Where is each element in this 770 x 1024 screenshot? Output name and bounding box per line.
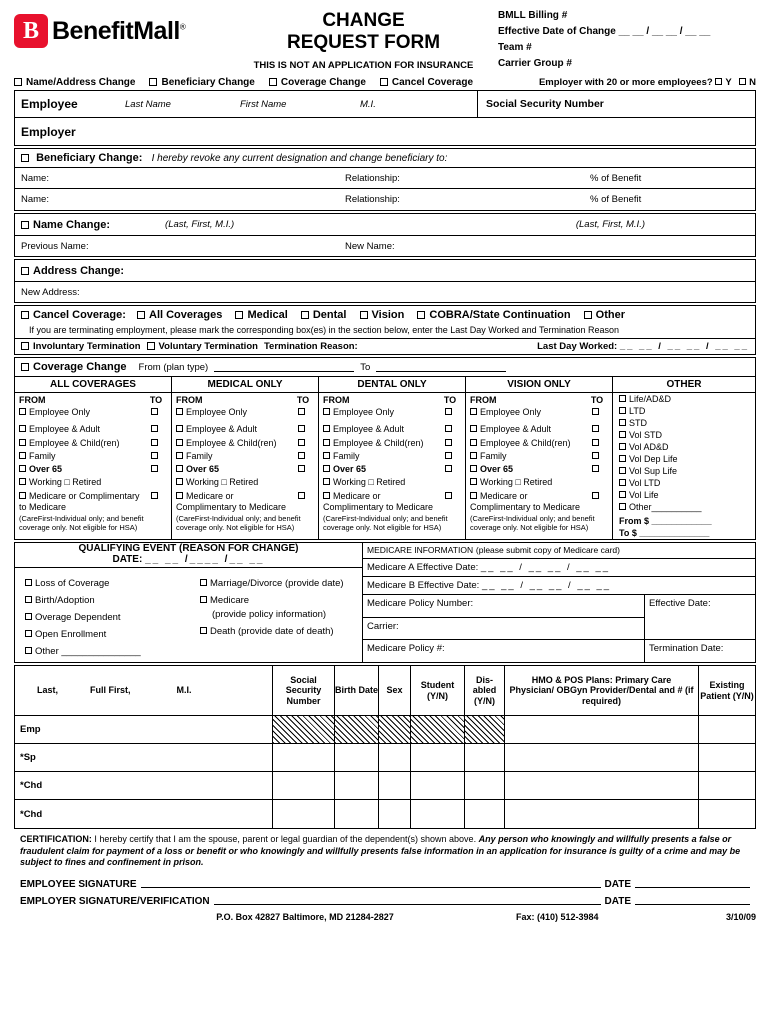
coverage-column-all: ALL COVERAGES FROM TO Employee Only Employee & Adult Employee & Child(ren) Family Over 65 Working □ Retired Medicare or Complimentary to Medicare (CareFirst-Individual only; and benefit coverage only. Not eligible for HSA) [15,377,172,539]
qe-other[interactable]: Other _______________ [15,643,190,660]
checkbox-icon[interactable] [25,630,32,637]
form-subtitle: THIS IS NOT AN APPLICATION FOR INSURANCE [253,59,474,71]
dependents-header-row: Last, Full First, M.I. Social Security Number Birth Date Sex Student (Y/N) Dis-abled (Y/N) HMO & POS Plans: Primary Care Physician/ OBGyn Provider/Dental and # (if required) Existing Patient (Y/N) [15,666,755,716]
checkbox-icon[interactable] [151,465,158,472]
option-employee-adult[interactable]: Employee & Adult [466,419,612,436]
checkbox-icon[interactable] [470,478,477,485]
other-vol-life[interactable]: Vol Life [617,489,751,501]
qe-open-enrollment[interactable]: Open Enrollment [15,626,190,643]
checkbox-icon[interactable] [445,425,452,432]
coverage-fine-print: (CareFirst-Individual only; and benefit coverage only. Not eligible for HSA) [323,514,448,533]
team-number-field[interactable]: Team # [498,42,532,53]
new-address-field[interactable]: New Address: [21,286,80,298]
checkbox-icon[interactable] [619,419,626,426]
employer-20-question: Employer with 20 or more employees? Y N [538,77,756,88]
first-name-field[interactable]: First Name [240,98,287,110]
medicare-header: MEDICARE INFORMATION (please submit copy of Medicare card) [363,543,755,559]
checkbox-icon[interactable] [235,311,243,319]
beneficiary-percent-field[interactable]: % of Benefit [590,194,642,205]
qe-medicare[interactable]: Medicare [190,592,362,609]
certification-text-2: Any person who knowingly and willfully presents a false or fraudulent claim for payment of a loss or benefit or who knowingly and willfully presents false information in an application for insurance is guilty of a crime and may be subject to fines and confinement in prison. [20,834,741,868]
checkbox-voluntary-termination[interactable]: Voluntary Termination [147,341,258,352]
option-employee-only[interactable]: Employee Only [172,406,318,419]
medicare-block [363,543,755,662]
checkbox-icon[interactable] [445,492,452,499]
coverage-column-vision: VISION ONLY FROM TO Employee Only Employee & Adult Employee & Child(ren) Family Over 65 Working □ Retired Medicare or Complimentary to Medicare (CareFirst-Individual only; and benefit coverage only. Not eligible for HSA) [466,377,613,539]
other-life-addd[interactable]: Life/AD&D [617,393,751,405]
coverage-column-medical: MEDICAL ONLY FROM TO Employee Only Employee & Adult Employee & Child(ren) Family Over 65 Working □ Retired Medicare or Complimentary to Medicare (CareFirst-Individual only; and benefit coverage only. Not eligible for HSA) [172,377,319,539]
qe-overage-dependent[interactable]: Overage Dependent [15,609,190,626]
coverage-column-dental: DENTAL ONLY FROM TO Employee Only Employee & Adult Employee & Child(ren) Family Over 65 Working □ Retired Medicare or Complimentary to Medicare (CareFirst-Individual only; and benefit coverage only. Not eligible for HSA) [319,377,466,539]
checkbox-icon[interactable] [323,465,330,472]
table-row[interactable]: *Chd [15,800,755,828]
checkbox-icon[interactable] [19,465,26,472]
option-medicare-complimentary[interactable]: Medicare or Complimentary to Medicare [466,490,612,515]
option-employee-adult[interactable]: Employee & Adult [172,419,318,436]
checkbox-icon[interactable] [298,492,305,499]
qe-medicare-note: (provide policy information) [212,609,327,620]
other-other[interactable]: Other__________ [617,501,751,513]
checkbox-icon[interactable] [619,503,626,510]
checkbox-icon[interactable] [200,579,207,586]
employee-label: Employee [21,97,78,111]
other-vol-std[interactable]: Vol STD [617,429,751,441]
header-fields [498,8,756,74]
other-vol-ltd[interactable]: Vol LTD [617,477,751,489]
coverage-change-section [14,357,756,540]
beneficiary-section [14,148,756,211]
medicare-termination-date-field[interactable]: Termination Date: [649,643,724,654]
checkbox-icon[interactable] [301,311,309,319]
option-family[interactable]: Family [319,450,465,463]
benefitmall-logo-icon: B [14,14,48,48]
checkbox-icon[interactable] [323,478,330,485]
employee-date-line[interactable] [635,877,750,888]
option-employee-adult[interactable]: Employee & Adult [319,419,465,436]
option-working-retired[interactable]: Working □ Retired [466,476,612,489]
option-medicare-complimentary[interactable]: Medicare or Complimentary to Medicare [319,490,465,515]
footer-address: P.O. Box 42827 Baltimore, MD 21284-2827 [216,912,394,923]
birth-date-header: Birth Date [335,666,379,715]
option-working-retired[interactable]: Working □ Retired [319,476,465,489]
checkbox-other[interactable]: Other [584,309,625,321]
option-employee-children[interactable]: Employee & Child(ren) [172,437,318,450]
employer-signature-line[interactable] [214,894,601,905]
checkbox-icon[interactable] [151,452,158,459]
checkbox-icon[interactable] [323,439,330,446]
checkbox-icon[interactable] [147,342,155,350]
form-header [14,8,756,74]
checkbox-icon[interactable] [619,431,626,438]
checkbox-involuntary-termination[interactable]: Involuntary Termination [21,341,141,352]
coverage-fine-print: (CareFirst-Individual only; and benefit coverage only. Not eligible for HSA) [176,514,301,533]
option-employee-adult[interactable]: Employee & Adult [15,419,171,436]
coverage-options-table [15,376,755,539]
medicare-policy-number-field[interactable]: Medicare Policy Number: [367,598,474,609]
checkbox-icon[interactable] [200,627,207,634]
checkbox-icon[interactable] [137,311,145,319]
name-format-left: (Last, First, M.I.) [165,219,235,230]
checkbox-icon[interactable] [176,492,183,499]
option-family[interactable]: Family [15,450,171,463]
checkbox-icon[interactable] [151,425,158,432]
checkbox-icon[interactable] [470,492,477,499]
checkbox-icon[interactable] [584,311,592,319]
middle-initial-field[interactable]: M.I. [360,98,376,110]
option-family[interactable]: Family [172,450,318,463]
checkbox-all-coverages[interactable]: All Coverages [137,309,222,321]
checkbox-icon-no[interactable] [739,78,746,85]
hmo-pos-header: HMO & POS Plans: Primary Care Physician/ OBGyn Provider/Dental and # (if required) [505,666,699,715]
checkbox-icon[interactable] [592,439,599,446]
checkbox-icon[interactable] [445,408,452,415]
option-over-65[interactable]: Over 65 [172,463,318,476]
last-name-field[interactable]: Last Name [125,98,171,110]
checkbox-icon[interactable] [25,613,32,620]
employer-signature-row[interactable]: EMPLOYER SIGNATURE/VERIFICATION DATE [14,890,756,907]
qualifying-medicare-section [14,542,756,663]
checkbox-icon[interactable] [592,465,599,472]
checkbox-icon[interactable] [592,408,599,415]
checkbox-beneficiary-change[interactable]: Beneficiary Change [149,77,254,88]
qe-marriage-divorce[interactable]: Marriage/Divorce (provide date) [190,568,362,592]
checkbox-icon[interactable] [380,78,388,86]
other-vol-sup-life[interactable]: Vol Sup Life [617,465,751,477]
checkbox-icon[interactable] [470,425,477,432]
coverage-fine-print: (CareFirst-Individual only; and benefit coverage only. Not eligible for HSA) [470,514,595,533]
coverage-column-other: OTHER Life/AD&D LTD STD Vol STD Vol AD&D Vol Dep Life Vol Sup Life Vol LTD Vol Life Other__________ From $ ____________ To $ ______________ [613,377,755,539]
checkbox-icon[interactable] [200,596,207,603]
change-type-row [14,77,756,88]
checkbox-icon[interactable] [470,452,477,459]
other-vol-dep-life[interactable]: Vol Dep Life [617,453,751,465]
option-employee-children[interactable]: Employee & Child(ren) [319,437,465,450]
option-working-retired[interactable]: Working □ Retired [15,476,171,489]
other-from-amount[interactable]: From $ ____________ [619,516,712,526]
checkbox-icon-yes[interactable] [715,78,722,85]
checkbox-icon[interactable] [592,492,599,499]
checkbox-icon[interactable] [298,452,305,459]
checkbox-icon[interactable] [298,408,305,415]
checkbox-icon[interactable] [149,78,157,86]
checkbox-icon[interactable] [619,443,626,450]
other-vol-addd[interactable]: Vol AD&D [617,441,751,453]
beneficiary-relationship-field[interactable]: Relationship: [345,172,400,184]
title-line1: CHANGE [322,10,405,31]
carrier-group-field[interactable]: Carrier Group # [498,58,572,69]
existing-patient-header: Existing Patient (Y/N) [700,680,754,701]
bmll-billing-field[interactable]: BMLL Billing # [498,10,568,21]
checkbox-icon[interactable] [25,647,32,654]
certification-label: CERTIFICATION: [20,834,92,844]
qe-birth-adoption[interactable]: Birth/Adoption [15,592,190,609]
footer-revision: 3/10/09 [725,912,756,923]
option-employee-only[interactable]: Employee Only [319,406,465,419]
checkbox-icon[interactable] [417,311,425,319]
checkbox-icon[interactable] [151,408,158,415]
other-to-amount[interactable]: To $ ______________ [619,528,710,538]
form-title [229,8,498,71]
footer-fax: Fax: (410) 512-3984 [516,912,599,923]
checkbox-icon[interactable] [470,408,477,415]
checkbox-medical[interactable]: Medical [235,309,287,321]
qualifying-event-date[interactable]: DATE: __ __ /____ /__ __ [15,554,362,568]
certification-text-1: I hereby certify that I am the spouse, parent or legal guardian of the dependent(s) shown above. [91,834,479,844]
table-row[interactable]: Emp [15,716,755,744]
checkbox-icon[interactable] [25,596,32,603]
table-row[interactable]: *Chd [15,772,755,800]
option-medicare-complimentary[interactable]: Medicare or Complimentary to Medicare [15,490,171,515]
checkbox-icon[interactable] [470,465,477,472]
checkbox-icon[interactable] [21,363,29,371]
certification-block [14,829,756,873]
checkbox-icon[interactable] [176,452,183,459]
cancel-coverage-section [14,305,756,355]
checkbox-name-address-change[interactable]: Name/Address Change [14,77,135,88]
option-over-65[interactable]: Over 65 [15,463,171,476]
checkbox-icon[interactable] [21,267,29,275]
checkbox-icon[interactable] [21,342,29,350]
checkbox-icon[interactable] [21,311,29,319]
other-std[interactable]: STD [617,417,751,429]
effective-date-field[interactable]: Effective Date of Change __ __ / __ __ / __ __ [498,26,711,37]
checkbox-icon[interactable] [619,407,626,414]
option-employee-children[interactable]: Employee & Child(ren) [466,437,612,450]
checkbox-icon[interactable] [298,439,305,446]
dependents-table [14,665,756,829]
cancel-coverage-header: Cancel Coverage: All Coverages Medical Dental Vision COBRA/State Continuation Other [15,306,755,324]
disabled-header: Dis-abled (Y/N) [465,666,505,715]
checkbox-icon[interactable] [151,439,158,446]
checkbox-icon[interactable] [298,425,305,432]
termination-reason-field[interactable]: Termination Reason: [263,341,358,352]
checkbox-icon[interactable] [269,78,277,86]
option-medicare-complimentary[interactable]: Medicare or Complimentary to Medicare [172,490,318,515]
name-format-right: (Last, First, M.I.) [575,219,645,230]
ssn-header: Social Security Number [273,666,335,715]
checkbox-icon[interactable] [323,492,330,499]
employer-field[interactable]: Employer [21,124,76,139]
checkbox-icon[interactable] [19,425,26,432]
coverage-fine-print: (CareFirst-Individual only; and benefit coverage only. Not eligible for HSA) [19,514,144,533]
coverage-to-input[interactable] [376,362,506,372]
other-ltd[interactable]: LTD [617,405,751,417]
name-change-header: Name Change: (Last, First, M.I.) (Last, First, M.I.) [15,214,755,236]
termination-row [15,338,755,354]
medicare-carrier-field[interactable]: Carrier: [363,617,644,639]
checkbox-coverage-change[interactable]: Coverage Change [269,77,366,88]
option-employee-only[interactable]: Employee Only [15,406,171,419]
medicare-b-effective-date[interactable]: Medicare B Effective Date: __ __ / __ __ / __ __ [363,577,755,595]
option-working-retired[interactable]: Working □ Retired [172,476,318,489]
checkbox-icon[interactable] [25,579,32,586]
beneficiary-percent-field[interactable]: % of Benefit [590,172,642,184]
option-over-65[interactable]: Over 65 [466,463,612,476]
checkbox-icon[interactable] [176,408,183,415]
student-header: Student (Y/N) [411,666,465,715]
beneficiary-relationship-field[interactable]: Relationship: [345,194,400,205]
checkbox-icon[interactable] [619,455,626,462]
checkbox-icon[interactable] [619,491,626,498]
beneficiary-name-field[interactable]: Name: [21,194,49,205]
last-day-worked-field[interactable]: Last Day Worked: __ __ / __ __ / __ __ [537,341,749,352]
name-change-fields [15,236,755,256]
checkbox-icon[interactable] [19,452,26,459]
checkbox-icon[interactable] [592,425,599,432]
checkbox-icon[interactable] [14,78,22,86]
checkbox-icon[interactable] [619,395,626,402]
checkbox-icon[interactable] [176,439,183,446]
checkbox-icon[interactable] [323,452,330,459]
beneficiary-header: Beneficiary Change: I hereby revoke any current designation and change beneficiary to: [15,149,755,168]
qe-loss-of-coverage[interactable]: Loss of Coverage [15,568,190,592]
title-line2: REQUEST FORM [286,31,441,53]
checkbox-icon[interactable] [151,492,158,499]
employee-signature-line[interactable] [141,877,601,888]
checkbox-dental[interactable]: Dental [301,309,347,321]
employee-signature-row[interactable]: EMPLOYEE SIGNATURE DATE [14,873,756,890]
name-change-section [14,213,756,257]
checkbox-icon[interactable] [619,467,626,474]
beneficiary-name-field[interactable]: Name: [21,172,49,184]
checkbox-icon[interactable] [176,425,183,432]
brand-name: BenefitMall® [52,16,186,45]
checkbox-icon[interactable] [21,154,29,162]
checkbox-icon[interactable] [19,478,26,485]
checkbox-icon[interactable] [619,479,626,486]
checkbox-icon[interactable] [298,465,305,472]
checkbox-icon[interactable] [176,465,183,472]
coverage-change-header: Coverage Change From (plan type) To [15,358,755,376]
checkbox-icon[interactable] [445,439,452,446]
address-change-section [14,259,756,303]
checkbox-icon[interactable] [470,439,477,446]
checkbox-icon[interactable] [360,311,368,319]
brand-logo [14,8,229,48]
medicare-a-effective-date[interactable]: Medicare A Effective Date: __ __ / __ __ / __ __ [363,559,755,577]
checkbox-icon[interactable] [445,452,452,459]
qe-death[interactable]: Death (provide date of death) [190,623,362,640]
checkbox-icon[interactable] [19,408,26,415]
cancel-coverage-note: If you are terminating employment, please mark the corresponding box(es) in the section below, enter the Last Day Worked and Termination Reason [29,325,619,335]
ssn-label[interactable]: Social Security Number [486,98,604,110]
option-employee-only[interactable]: Employee Only [466,406,612,419]
checkbox-icon[interactable] [323,408,330,415]
employee-row [15,91,755,118]
checkbox-cobra[interactable]: COBRA/State Continuation [417,309,570,321]
option-over-65[interactable]: Over 65 [319,463,465,476]
option-family[interactable]: Family [466,450,612,463]
checkbox-icon[interactable] [176,478,183,485]
beneficiary-row-2 [15,189,755,210]
option-employee-children[interactable]: Employee & Child(ren) [15,437,171,450]
new-name-field[interactable]: New Name: [345,240,395,252]
address-change-header: Address Change: [15,260,755,282]
checkbox-icon[interactable] [592,452,599,459]
previous-name-field[interactable]: Previous Name: [21,240,89,252]
coverage-from-input[interactable] [214,362,354,372]
checkbox-icon[interactable] [19,439,26,446]
checkbox-icon[interactable] [19,492,26,499]
employer-date-line[interactable] [635,894,750,905]
checkbox-icon[interactable] [21,221,29,229]
page-footer [14,907,756,922]
table-row[interactable]: *Sp [15,744,755,772]
checkbox-cancel-coverage[interactable]: Cancel Coverage [380,77,473,88]
medicare-effective-date-field[interactable]: Effective Date: [649,598,711,609]
checkbox-icon[interactable] [445,465,452,472]
sex-header: Sex [379,666,411,715]
checkbox-icon[interactable] [323,425,330,432]
qualifying-event-block: QUALIFYING EVENT (REASON FOR CHANGE) DATE: __ __ /____ /__ __ Loss of Coverage Birth/Adoption Overage Dependent Open Enrollment Other _______________ Marriage/Divorce (provide date) Medicare (provide policy information) Death (provide date of death) [15,543,363,662]
checkbox-vision[interactable]: Vision [360,309,405,321]
employee-section [14,90,756,146]
beneficiary-row-1 [15,168,755,189]
medicare-policy-hash-field[interactable]: Medicare Policy #: [363,640,645,662]
